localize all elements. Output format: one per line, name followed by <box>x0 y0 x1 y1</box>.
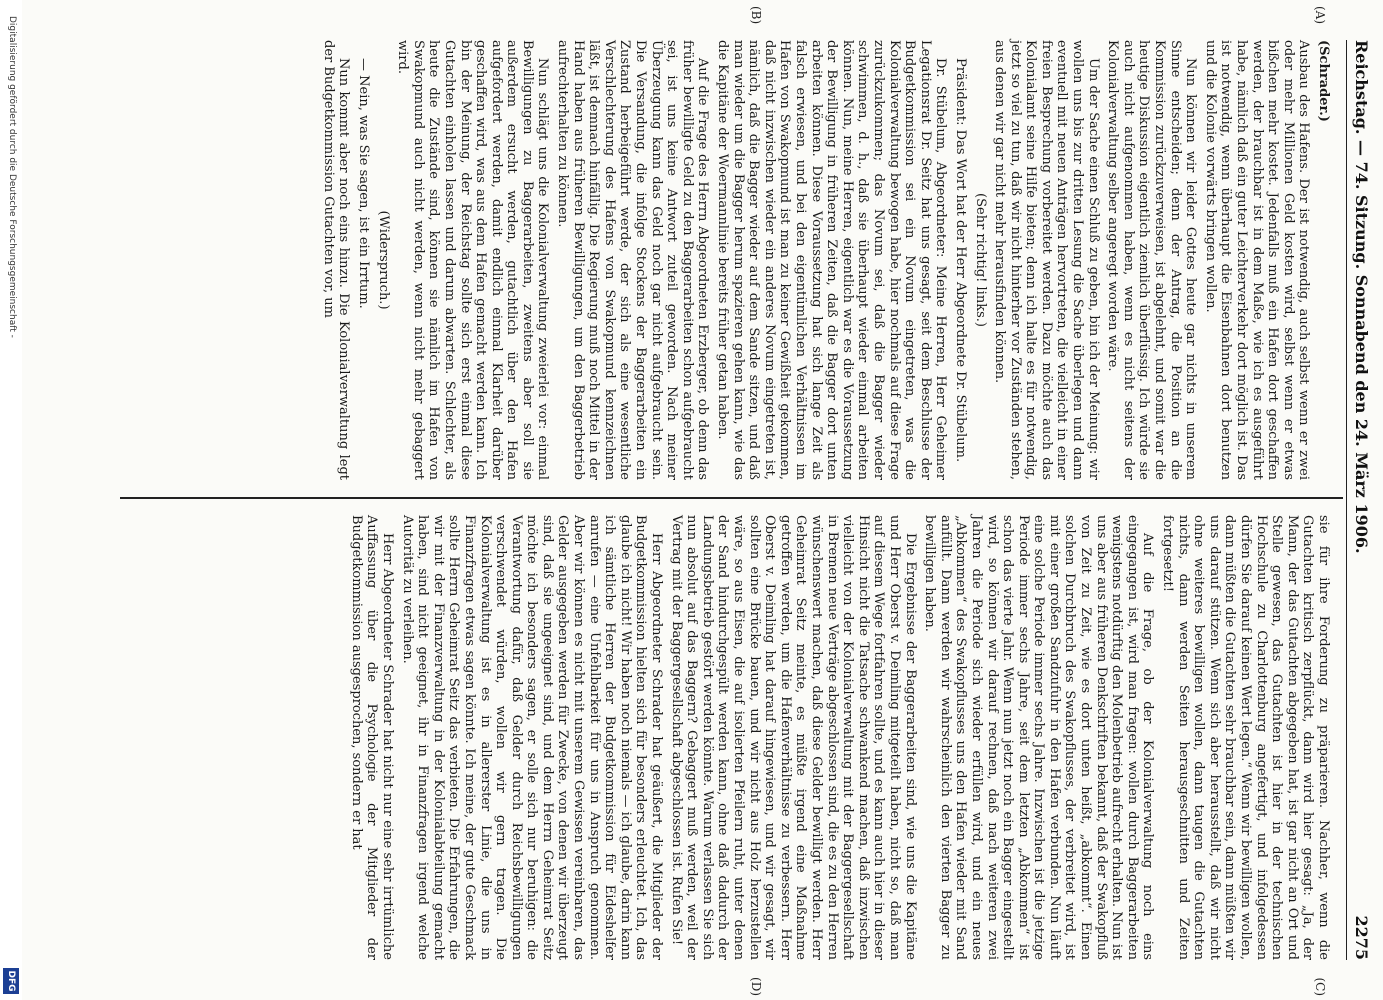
right-text-column <box>120 515 1331 960</box>
paragraph: Nun können wir leider Gottes heute gar nichts in unserem Sinne entscheiden; denn der Antrag, die Position an die Kommission zurückzuverweisen, ist abgelehnt, und somit war die heutige Diskussion eigentlich ziemlich überflüssig. Ich würde sie auch nicht aufgenommen haben, wenn es nicht seitens der Kolonialverwaltung selber angeregt worden wäre. <box>1105 40 1199 480</box>
paragraph: — Nein, was Sie sagen, ist ein Irrtum. <box>355 58 371 309</box>
page-header <box>1347 40 1375 960</box>
margin-mark-a: (A) <box>1313 6 1327 25</box>
column-divider <box>120 497 1343 499</box>
paragraph: Ausbau des Hafens. Der ist notwendig, auch selbst wenn er zwei oder mehr Millionen Geld kosten wird, selbst wenn er etwas bißchen mehr kostet. Jedenfalls muß ein Hafen dort geschaffen werden, der brauchbar ist in dem Maße, wie ich es ausgeführt habe, nämlich daß ein guter Leichterverkehr dort möglich ist. Das ist notwendig, wenn überhaupt die Eisenbahnen dort benutzen und die Kolonie vorwärts bringen wollen. <box>1202 40 1312 480</box>
paragraph: Nun schlägt uns die Kolonialverwaltung zweierlei vor: einmal Bewilligungen zu Baggerarbeiten, zweitens aber soll sie außerdem ersucht werden, gutachtlich über den Hafen aufgefordert werden, damit endlich einmal Klarheit darüber geschaffen wird, was aus dem Hafen gemacht werden kann. Ich bin der Meinung, der Reichstag sollte sich erst einmal diese Gutachten einholen lassen und darum abwarten. Schlechter, als heute die Zustände sind, können sie nämlich im Hafen von Swakopmund auch nicht werden, wenn nicht mehr gebaggert wird. <box>395 40 551 480</box>
dfg-logo: DFG <box>3 968 19 994</box>
paragraph: (Schrader.) <box>1316 40 1331 122</box>
paragraph: Um der Sache einen Schluß zu geben, bin ich der Meinung: wir wollen uns bis zur dritten Lesung die Sache überlegen und dann eventuell mit neuen Anträgen hervortreten, die vielleicht in einer freien Besprechung vorbereitet werden. Dazu möchte auch das Kolonialamt seine Hilfe bieten; denn ich halte es für notwendig, jetzt so viel zu tun, daß wir nicht hinterher vor Zuständen stehen, aus denen wir gar nicht mehr herausfinden können. <box>992 40 1101 480</box>
margin-mark-d: (D) <box>749 977 763 996</box>
page-number: 2275 <box>1352 915 1371 960</box>
margin-mark-c: (C) <box>1313 977 1327 996</box>
paragraph: Nun kommt aber noch eins hinzu. Die Kolonialverwaltung legt der Budgetkommission Gutachten vor, um <box>320 40 352 480</box>
paragraph: Auf die Frage, ob der Kolonialverwaltung noch eins eingegangen ist, wird man fragen: wollen durch Baggerarbeiten wenigstens notdürftig den Molenbetrieb aufrecht erhalten. Nun ist uns aber aus früheren Denkschriften bekannt, daß der Swakopfluß von Zeit zu Zeit, wie es dort unten heißt, „abkommt“. Einen solchen Durchbruch des Swakopflusses, der verbreitet wird, ist mit einer großen Sandzufuhr in den Hafen verbunden. Nun läuft eine solche Periode immer sechs Jahre. Inzwischen ist die jetzige Periode immer sechs Jahre, seit dem letzten „Abkommen“ ist schon das vierte Jahr. Wenn nun jetzt noch ein Bagger eingestellt wird, so können wir darauf rechnen, daß nach weiteren zwei Jahren die Periode sich wieder erfüllen wird, und ein neues „Abkommen“ des Swakopflusses uns den Hafen wieder mit Sand anfüllt. Dann werden wir wahrscheinlich den vierten Bagger zu bewilligen haben. <box>922 515 1156 960</box>
paragraph: (Widerspruch.) <box>375 210 391 310</box>
header-rule <box>1346 40 1347 960</box>
paragraph: Die Ergebnisse der Baggerarbeiten sind, wie uns die Kapitäne und Herr Oberst v. Deimling mitgeteilt haben, nicht so, daß man auf diesem Wege fortfahren sollte, und es kann auch hier in dieser Hinsicht nicht die Tatsache schwankend machen, daß inzwischen vielleicht von der Kolonialverwaltung mit der Baggergesellschaft in Bremen neue Verträge abgeschlossen sind, die es zu den Herren wünschenswert machen, daß diese Gelder bewilligt werden. Herr Geheimrat Seitz meinte, es müßte irgend eine Maßnahme getroffen werden, um die Hafenverhältnisse zu verbessern. Herr Oberst v. Deimling hat darauf hingewiesen, und wir gesagt, wir sollten eine Brücke bauen, und wir nicht aus Holz herzustellen wäre, so aus Eisen, die auf isolierten Pfeilern ruht, unter denen der Sand hindurchgespült werden kann, ohne daß dadurch der Landungsbetrieb gestört werden könnte. Warum verlassen Sie sich nun absolut auf das Baggern? Gebaggert muß werden, weil der Vertrag mit der Baggergesellschaft abgeschlossen ist. Rufen Sie! <box>668 515 918 960</box>
paragraph: Auf die Frage des Herrn Abgeordneten Erzberger, ob denn das früher bewilligte Geld zu den Baggerarbeiten schon aufgebraucht sei, ist uns keine Antwort zuteil geworden. Nach meiner Überzeugung kann das Geld noch gar nicht aufgebraucht sein. Die Versandung, die infolge Stockens der Baggerarbeiten ein Zustand herbeigeführt werde, der sich als eine wesentliche Verschlechterung des Hafens von Swakopmund kennzeichnen läßt, ist demnach hinfällig. Die Regierung muß noch Mittel in der Hand haben aus früheren Bewilligungen, um den Baggerbetrieb aufrechterhalten zu können. <box>555 40 711 480</box>
paragraph: Dr. Stübelum, Abgeordneter: Meine Herren, Herr Geheimer Legationsrat Dr. Seitz hat uns gesagt, seit dem Beschlusse der Budgetkommission sei ein Novum eingetreten, was die Kolonialverwaltung bewogen habe, hier nochmals auf diese Frage zurückzukommen; das Novum sei, daß die Bagger wieder schwimmen, d. h., daß sie überhaupt wieder einmal arbeiten können. Nun, meine Herren, eigentlich war es die Voraussetzung der Bewilligung in früheren Zeiten, daß die Bagger dort unten arbeiten können. Diese Voraussetzung hat sich lange Zeit als falsch erwiesen, und bei den eigentümlichen Verhältnissen im Hafen von Swakopmund ist man zu keiner Gewißheit gekommen, daß nicht inzwischen wieder ein anderes Novum eingetreten ist, nämlich, daß die Bagger wieder auf dem Sande sitzen, und daß man wieder um die Bagger herum spazieren gehen kann, wie das die Kapitäne der Woermannlinie bereits früher getan haben. <box>715 40 949 480</box>
margin-mark-b: (B) <box>749 6 763 25</box>
running-head: Reichstag. — 74. Sitzung. Sonnabend den 24. März 1906. <box>1352 40 1371 554</box>
paragraph: Präsident: Das Wort hat der Herr Abgeordnete Dr. Stübelum. <box>952 58 968 463</box>
paragraph: Herr Abgeordneter Schrader hat geäußert, die Mitglieder der Budgetkommission hielten sich für besonders erleuchtet. Ich, das glaube ich nicht! Wir haben noch niemals — ich glaube, darin kann ich sämtliche Herren der Budgetkommission für Eideshelfer anrufen — eine Unfehlbarkeit für uns in Anspruch genommen. Aber wir können es nicht mit unserem Gewissen vereinbaren, das Gelder ausgegeben werden für Zwecke, von denen wir überzeugt sind, daß sie ungeeignet sind, und dem Herrn Geheimrat Seitz möchte ich besonders sagen, er solle sich nur beruhigen: die Verantwortung dafür, daß Gelder durch Reichsbewilligungen verschwendet würden, wollen wir gern tragen. Die Kolonialverwaltung ist es in allererster Linie, die uns in Finanzfragen etwas sagen könnte. Ich meine, der gute Geschmack sollte Herrn Geheimrat Seitz das verbieten. Die Erfahrungen, die wir mit der Finanzverwaltung in der Kolonialabteilung gemacht haben, sind nicht geeignet, ihr in Finanzfragen irgend welche Autorität zu verleihen. <box>399 515 665 960</box>
digitization-footer <box>0 0 22 1000</box>
left-text-column <box>120 40 1331 480</box>
paragraph: (Sehr richtig! links.) <box>972 193 988 327</box>
paragraph: sie für ihre Forderung zu präparieren. Nachher, wenn die Gutachten kritisch zerpflückt, dann wird hier gesagt: „Ja, der Mann, der das Gutachten abgegeben hat, ist gar nicht an Ort und Stelle gewesen, das Gutachten ist hier in der technischen Hochschule zu Charlottenburg angefertigt, und infolgedessen dürfen Sie darauf keinen Wert legen.“ Wenn wir bewilligen wollen, dann müßten die Gutachten sehr brauchbar sein, dann müßten wir uns darauf stützen. Wenn sich aber herausstellt, daß wir nicht ohne weiteres bewilligen wollen, dann taugen die Gutachten nichts, dann werden Seiten herausgeschnitten und Zeiten fortgesetzt! <box>1160 515 1331 960</box>
funding-note: Digitalisierung gefördert durch die Deutsche Forschungsgemeinschaft - <box>7 16 17 338</box>
paragraph: Herr Abgeordneter Schrader hat nicht nur eine sehr irrtümliche Auffassung über die Psychologie der Mitglieder der Budgetkommission ausgesprochen, sondern er hat <box>348 515 395 960</box>
